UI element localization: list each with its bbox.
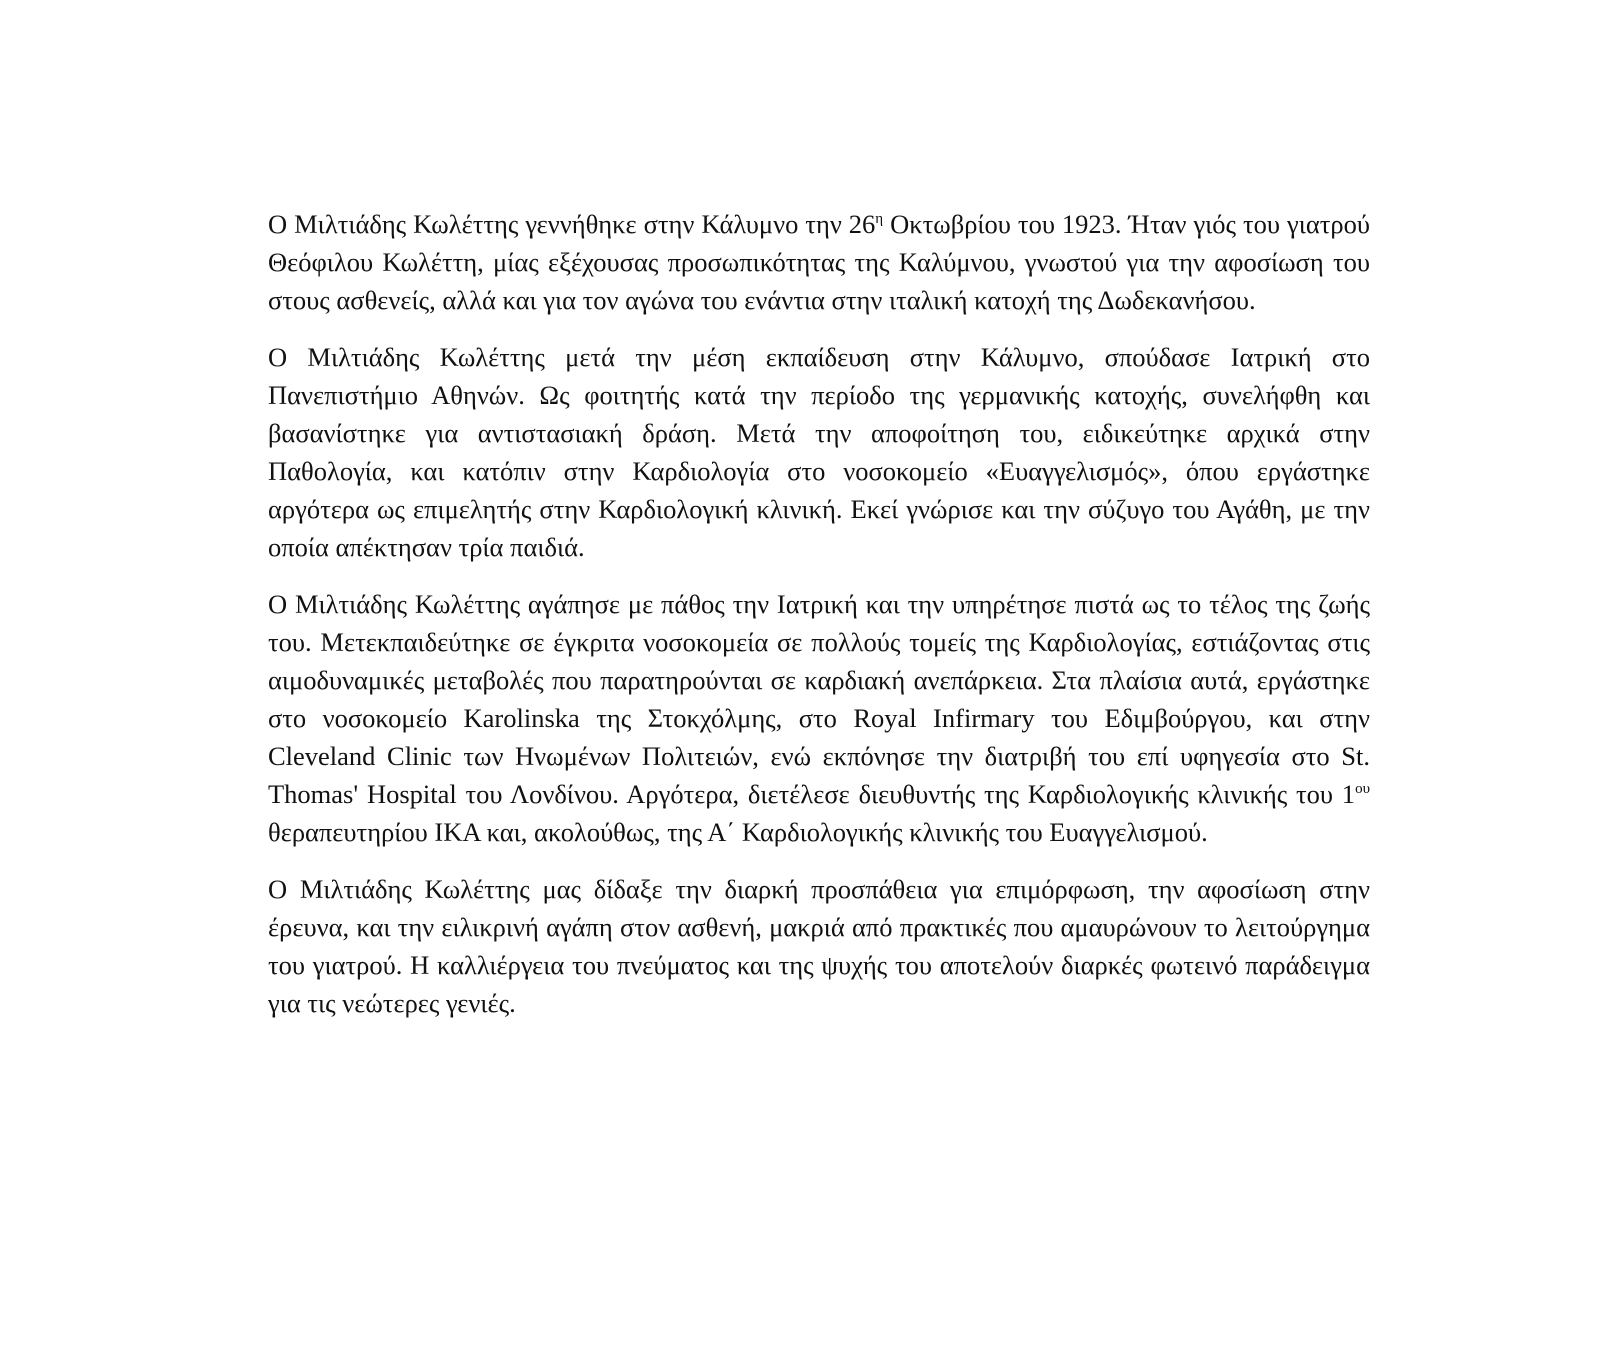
paragraph-text: Ο Μιλτιάδης Κωλέττης αγάπησε με πάθος την Ιατρική και την υπηρέτησε πιστά ως το τέλος της ζωής του. Μετεκπαιδεύτηκε σε έγκριτα νοσοκομεία σε πολλούς τομείς της Καρδιολογίας, εστιάζοντας στις αιμοδυναμικές μεταβολές που παρατηρούνται σε καρδιακή ανεπάρκεια. Στα πλαίσια αυτά, εργάστηκε στο νοσοκομείο Karolinska της Στοκχόλμης, στο Royal Infirmary του Εδιμβούργου, και στην Cleveland Clinic των Ηνωμένων Πολιτειών, ενώ εκπόνησε την διατριβή του επί υφηγεσία στο St. Thomas' Hospital του Λονδίνου. Αργότερα, διετέλεσε διευθυντής της Καρδιολογικής κλινικής του 1 <box>268 589 1370 809</box>
ordinal-superscript: η <box>875 211 884 228</box>
paragraph-birth <box>268 205 1370 319</box>
paragraph-text: Ο Μιλτιάδης Κωλέττης γεννήθηκε στην Κάλυμνο την 26 <box>268 209 876 239</box>
biography-text <box>268 205 1370 1041</box>
paragraph-text: θεραπευτηρίου ΙΚΑ και, ακολούθως, της Α΄ Καρδιολογικής κλινικής του Ευαγγελισμού. <box>268 817 1208 847</box>
paragraph-text: Οκτωβρίου του 1923. Ήταν γιός του γιατρού Θεόφιλου Κωλέττη, μίας εξέχουσας προσωπικότητας της Καλύμνου, γνωστού για την αφοσίωση του στους ασθενείς, αλλά και για τον αγώνα του ενάντια στην ιταλική κατοχή της Δωδεκανήσου. <box>268 209 1370 315</box>
ordinal-superscript: ου <box>1355 781 1370 798</box>
paragraph-career <box>268 585 1370 851</box>
paragraph-education: Ο Μιλτιάδης Κωλέττης μετά την μέση εκπαίδευση στην Κάλυμνο, σπούδασε Ιατρική στο Πανεπιστήμιο Αθηνών. Ως φοιτητής κατά την περίοδο της γερμανικής κατοχής, συνελήφθη και βασανίστηκε για αντιστασιακή δράση. Μετά την αποφοίτηση του, ειδικεύτηκε αρχικά στην Παθολογία, και κατόπιν στην Καρδιολογία στο νοσοκομείο «Ευαγγελισμός», όπου εργάστηκε αργότερα ως επιμελητής στην Καρδιολογική κλινική. Εκεί γνώρισε και την σύζυγο του Αγάθη, με την οποία απέκτησαν τρία παιδιά. <box>268 342 1370 562</box>
paragraph-legacy: Ο Μιλτιάδης Κωλέττης μας δίδαξε την διαρκή προσπάθεια για επιμόρφωση, την αφοσίωση στην έρευνα, και την ειλικρινή αγάπη στον ασθενή, μακριά από πρακτικές που αμαυρώνουν το λειτούργημα του γιατρού. Η καλλιέργεια του πνεύματος και της ψυχής του αποτελούν διαρκές φωτεινό παράδειγμα για τις νεώτερες γενιές. <box>268 874 1370 1018</box>
